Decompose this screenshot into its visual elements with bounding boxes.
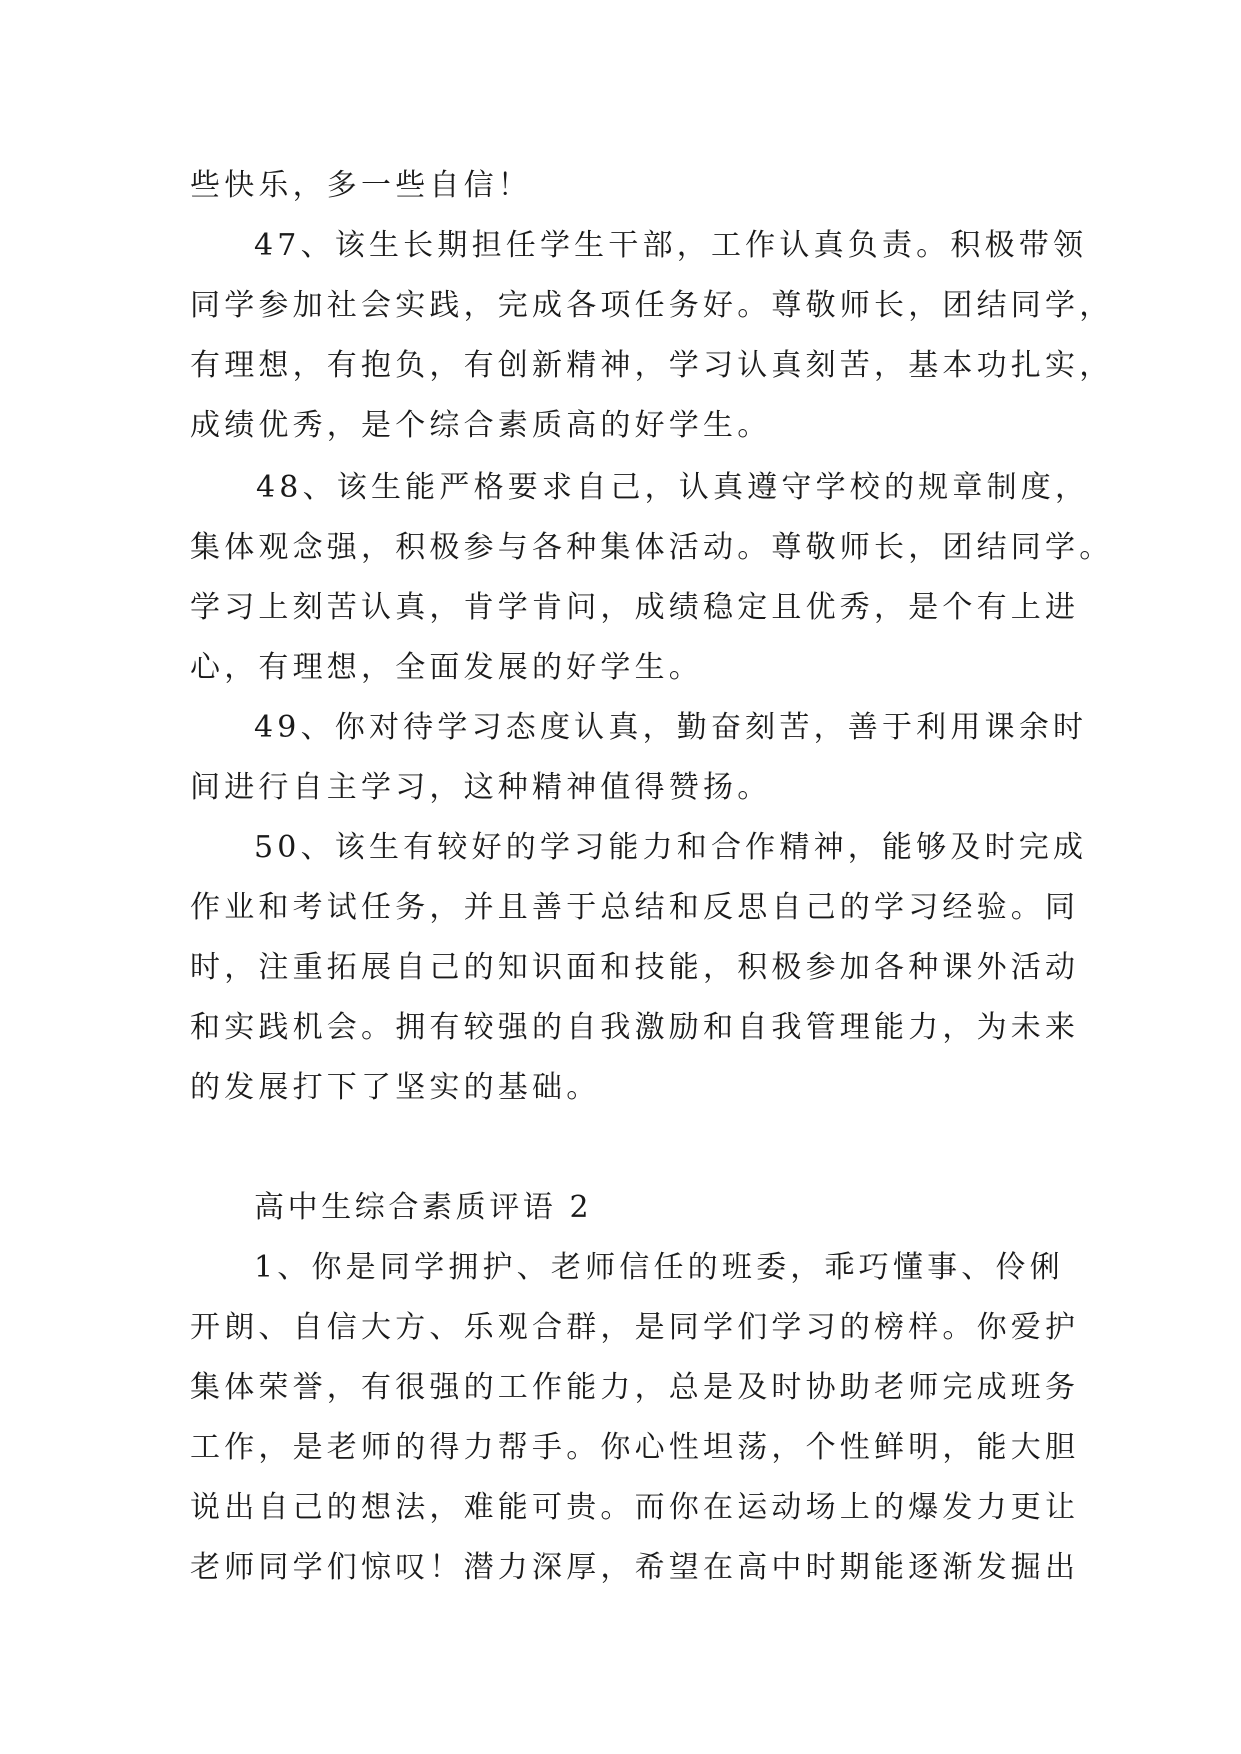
- paragraph-47-line: 47、该生长期担任学生干部，工作认真负责。积极带领: [254, 228, 1088, 263]
- paragraph-1-line: 工作，是老师的得力帮手。你心性坦荡，个性鲜明，能大胆: [190, 1430, 1080, 1465]
- paragraph-48-line: 48、该生能严格要求自己，认真遵守学校的规章制度，: [256, 470, 1090, 505]
- paragraph-49-line: 49、你对待学习态度认真，勤奋刻苦，善于利用课余时: [254, 710, 1088, 745]
- paragraph-47-line: 成绩优秀，是个综合素质高的好学生。: [190, 408, 772, 443]
- paragraph-50-line: 时，注重拓展自己的知识面和技能，积极参加各种课外活动: [190, 950, 1080, 985]
- paragraph-1-line: 集体荣誉，有很强的工作能力，总是及时协助老师完成班务: [190, 1370, 1080, 1405]
- paragraph-49-line: 间进行自主学习，这种精神值得赞扬。: [190, 770, 772, 805]
- paragraph-48-line: 心，有理想，全面发展的好学生。: [190, 650, 703, 685]
- paragraph-1-line: 老师同学们惊叹！潜力深厚，希望在高中时期能逐渐发掘出: [190, 1550, 1080, 1585]
- paragraph-50-line: 50、该生有较好的学习能力和合作精神，能够及时完成: [254, 830, 1088, 865]
- paragraph-48-line: 学习上刻苦认真，肯学肯问，成绩稳定且优秀，是个有上进: [190, 590, 1080, 625]
- paragraph-48-line: 集体观念强，积极参与各种集体活动。尊敬师长，团结同学。: [190, 530, 1114, 565]
- paragraph-47-line: 同学参加社会实践，完成各项任务好。尊敬师长，团结同学，: [190, 288, 1114, 323]
- paragraph-1-line: 开朗、自信大方、乐观合群，是同学们学习的榜样。你爱护: [190, 1310, 1080, 1345]
- section-heading: 高中生综合素质评语 2: [254, 1190, 593, 1225]
- paragraph-50-line: 和实践机会。拥有较强的自我激励和自我管理能力，为未来: [190, 1010, 1080, 1045]
- paragraph-50-line: 的发展打下了坚实的基础。: [190, 1070, 601, 1105]
- text-line: 些快乐，多一些自信！: [190, 168, 532, 203]
- paragraph-47-line: 有理想，有抱负，有创新精神，学习认真刻苦，基本功扎实，: [190, 348, 1114, 383]
- paragraph-1-line: 说出自己的想法，难能可贵。而你在运动场上的爆发力更让: [190, 1490, 1080, 1525]
- paragraph-1-line: 1、你是同学拥护、老师信任的班委，乖巧懂事、伶俐: [254, 1250, 1064, 1285]
- paragraph-50-line: 作业和考试任务，并且善于总结和反思自己的学习经验。同: [190, 890, 1080, 925]
